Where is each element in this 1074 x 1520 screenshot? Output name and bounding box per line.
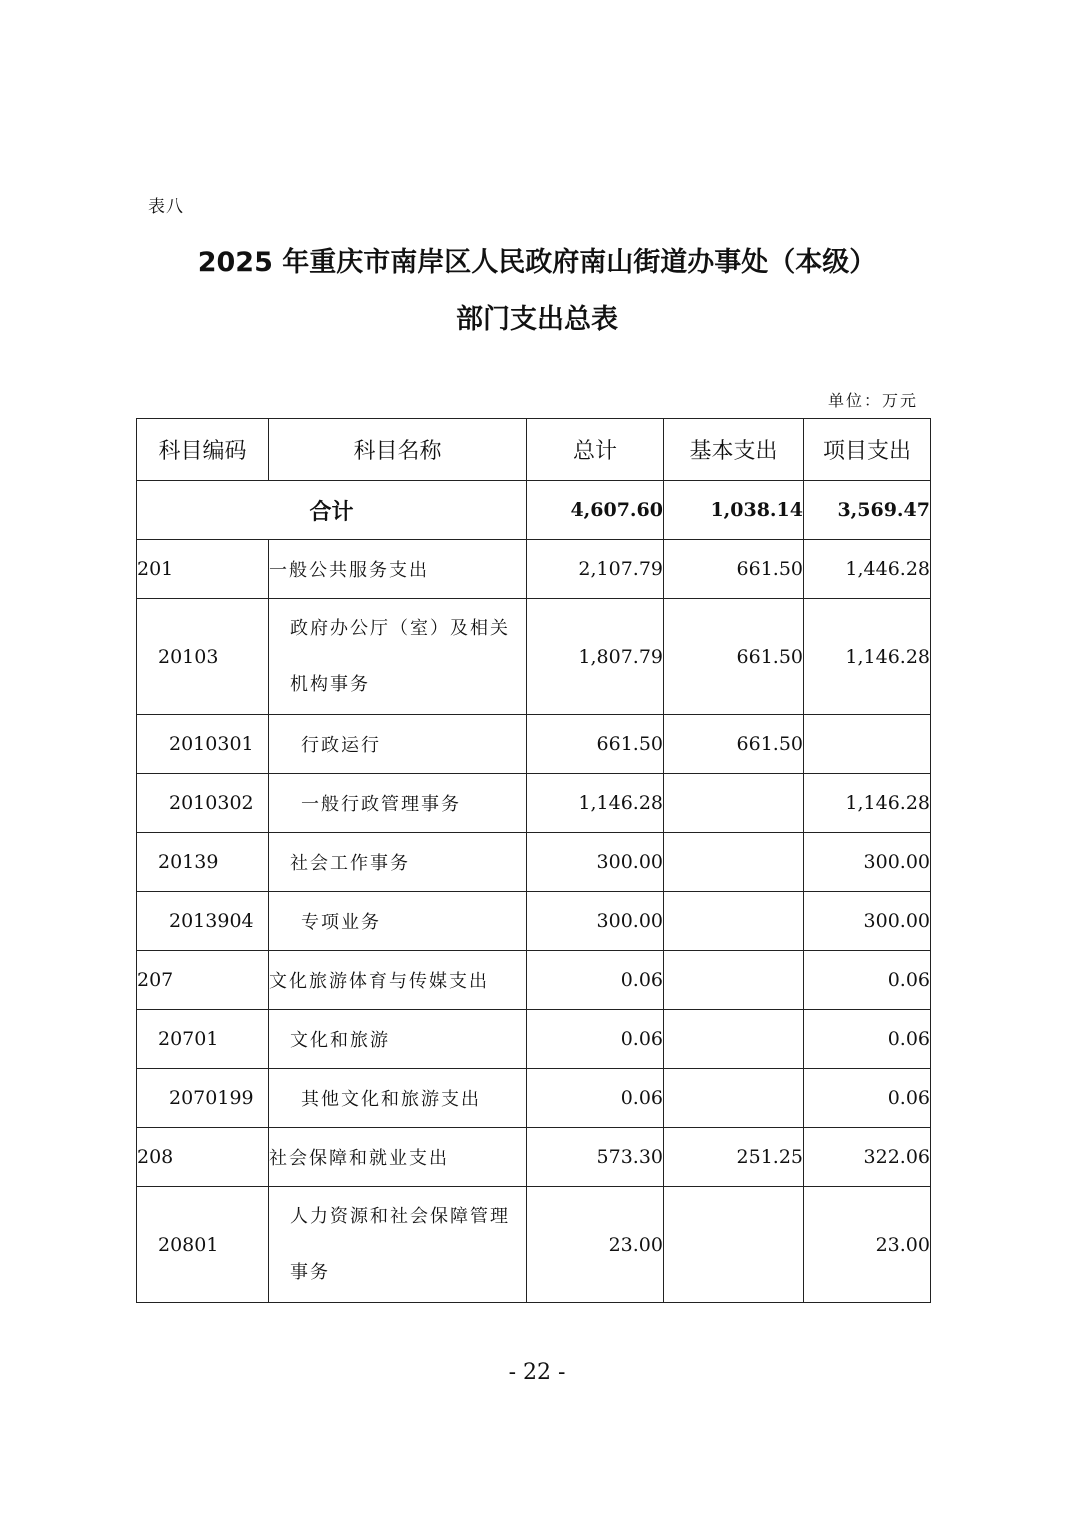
row-basic: 661.50	[664, 599, 804, 715]
row-total: 1,146.28	[527, 774, 664, 833]
page-subtitle: 部门支出总表	[456, 304, 618, 335]
row-project: 0.06	[804, 1069, 931, 1128]
row-code: 207	[137, 951, 269, 1010]
row-basic: 661.50	[664, 540, 804, 599]
row-basic	[664, 833, 804, 892]
row-code: 20701	[137, 1010, 269, 1069]
table-row	[137, 715, 931, 774]
row-code: 2070199	[137, 1069, 269, 1128]
row-basic	[664, 1187, 804, 1303]
table-row	[137, 892, 931, 951]
row-name: 政府办公厅（室）及相关机构事务	[269, 599, 527, 715]
row-code: 20139	[137, 833, 269, 892]
row-code: 208	[137, 1128, 269, 1187]
row-code: 2013904	[137, 892, 269, 951]
row-basic: 661.50	[664, 715, 804, 774]
row-basic	[664, 1069, 804, 1128]
row-code: 20801	[137, 1187, 269, 1303]
row-project: 300.00	[804, 892, 931, 951]
row-total: 661.50	[527, 715, 664, 774]
total-row	[137, 481, 931, 540]
row-basic	[664, 892, 804, 951]
header-code: 科目编码	[137, 419, 269, 481]
row-total: 0.06	[527, 1069, 664, 1128]
expenditure-table	[136, 418, 931, 1303]
row-project: 0.06	[804, 1010, 931, 1069]
total-label: 合计	[137, 481, 527, 540]
table-row	[137, 951, 931, 1010]
table-label: 表八	[148, 197, 184, 217]
total-basic: 1,038.14	[664, 481, 804, 540]
row-basic	[664, 774, 804, 833]
row-name: 一般行政管理事务	[269, 774, 527, 833]
table-row	[137, 599, 931, 715]
header-project: 项目支出	[804, 419, 931, 481]
row-code: 2010302	[137, 774, 269, 833]
row-project: 1,446.28	[804, 540, 931, 599]
unit-label: 单位：万元	[827, 391, 918, 410]
row-name: 文化和旅游	[269, 1010, 527, 1069]
row-total: 300.00	[527, 833, 664, 892]
total-sum: 4,607.60	[527, 481, 664, 540]
header-name: 科目名称	[269, 419, 527, 481]
row-total: 0.06	[527, 1010, 664, 1069]
row-name: 社会保障和就业支出	[269, 1128, 527, 1187]
row-total: 1,807.79	[527, 599, 664, 715]
row-project: 23.00	[804, 1187, 931, 1303]
page-number: - 22 -	[508, 1360, 566, 1385]
table-row	[137, 1187, 931, 1303]
row-name: 其他文化和旅游支出	[269, 1069, 527, 1128]
row-total: 573.30	[527, 1128, 664, 1187]
header-total: 总计	[527, 419, 664, 481]
row-project: 300.00	[804, 833, 931, 892]
total-project: 3,569.47	[804, 481, 931, 540]
row-name: 一般公共服务支出	[269, 540, 527, 599]
header-basic: 基本支出	[664, 419, 804, 481]
row-basic: 251.25	[664, 1128, 804, 1187]
table-row	[137, 833, 931, 892]
table-row	[137, 1010, 931, 1069]
row-code: 201	[137, 540, 269, 599]
row-total: 300.00	[527, 892, 664, 951]
table-header-row	[137, 419, 931, 481]
row-name: 社会工作事务	[269, 833, 527, 892]
row-code: 20103	[137, 599, 269, 715]
row-project: 1,146.28	[804, 599, 931, 715]
row-code: 2010301	[137, 715, 269, 774]
row-total: 0.06	[527, 951, 664, 1010]
row-name: 专项业务	[269, 892, 527, 951]
row-basic	[664, 1010, 804, 1069]
row-name: 文化旅游体育与传媒支出	[269, 951, 527, 1010]
table-row	[137, 1069, 931, 1128]
row-project	[804, 715, 931, 774]
row-project: 0.06	[804, 951, 931, 1010]
row-project: 322.06	[804, 1128, 931, 1187]
table-row	[137, 774, 931, 833]
row-basic	[664, 951, 804, 1010]
row-name: 行政运行	[269, 715, 527, 774]
row-total: 2,107.79	[527, 540, 664, 599]
table-row	[137, 1128, 931, 1187]
page-title: 2025 年重庆市南岸区人民政府南山街道办事处（本级）	[197, 247, 877, 278]
row-project: 1,146.28	[804, 774, 931, 833]
row-name: 人力资源和社会保障管理事务	[269, 1187, 527, 1303]
table-row	[137, 540, 931, 599]
row-total: 23.00	[527, 1187, 664, 1303]
